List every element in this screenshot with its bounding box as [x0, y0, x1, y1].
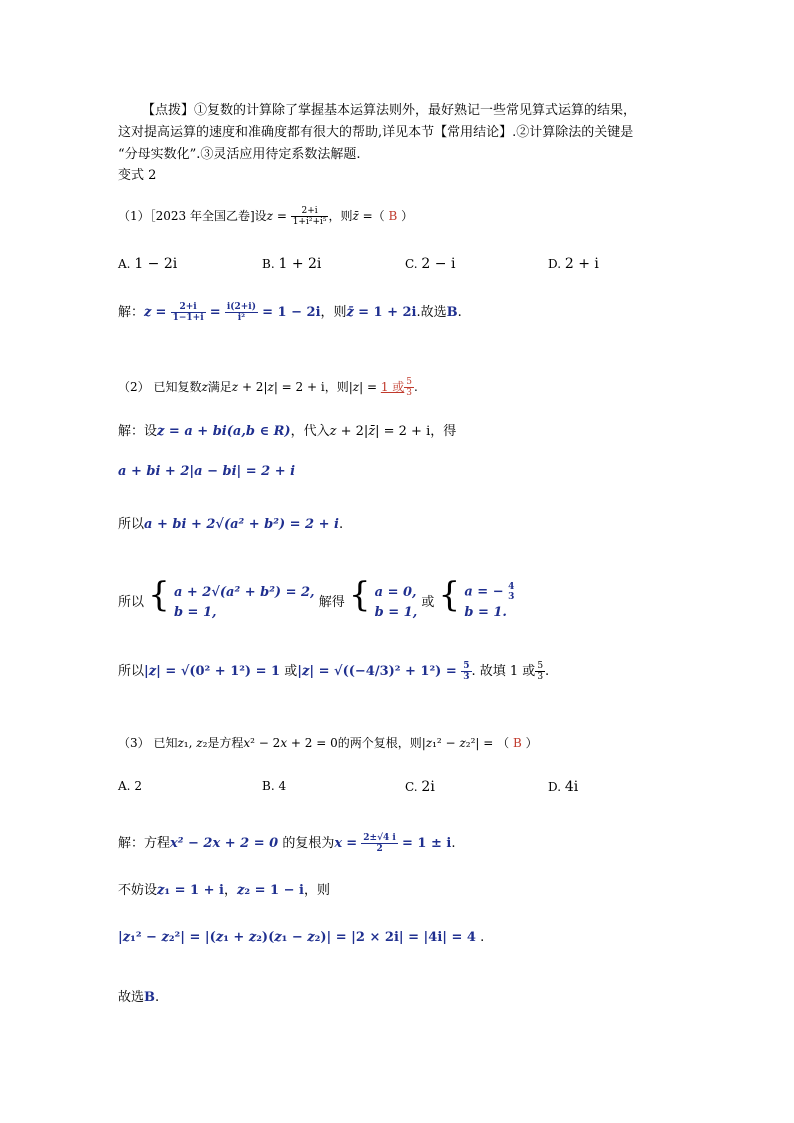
intro-line-3: “分母实数化”.③灵活应用待定系数法解题.: [118, 147, 361, 162]
q1-stem: （1）［2023 年全国乙卷]设z = $\frac{2+i}{\text{1+i²+i⁵}}$ ，则z̄ =（ B ）: [118, 206, 414, 227]
q3-solution-1: 解：方程x² − 2x + 2 = 0 的复根为x = $\frac{2\pm√4 i}{2}$ = 1 ± i.: [118, 833, 456, 854]
q2-answer: 1 或: [380, 380, 405, 394]
intro-line-1: 【点拨】①复数的计算除了掌握基本运算法则外，最好熟记一些常见算式运算的结果，: [142, 103, 637, 118]
q2-solution-4: 所以 { a + 2√(a² + b²) = 2, b = 1, 解得 { a = 0, b = 1, 或 { a = − 4 3 b = 1.: [118, 575, 515, 620]
q1-choice: B: [446, 305, 458, 320]
q1-solution: 解：z = $\frac{2+i}{1-1+i}$ = $\frac{i(2+i)}{\text{i²}}$ = 1 − 2i，则z̄ = 1 + 2i.故选B.: [118, 302, 462, 323]
q3-option-d: D. 4i: [548, 779, 579, 795]
q1-option-d: D. 2 + i: [548, 256, 599, 272]
q1-option-b: B. 1 + 2i: [262, 256, 322, 272]
q3-solution-2: 不妨设z₁ = 1 + i，z₂ = 1 − i，则: [118, 883, 330, 898]
q3-option-c: C. 2i: [405, 779, 435, 795]
q1-label: （1）［2023 年全国乙卷]设: [118, 209, 267, 223]
intro-line-2: 这对提高运算的速度和准确度都有很大的帮助,详见本节【常用结论】.②计算除法的关键是: [118, 125, 634, 140]
q1-tail: ，则: [328, 209, 353, 223]
q1-option-a: A. 1 − 2i: [118, 256, 178, 272]
q2-solution-5: 所以|z| = √(0² + 1²) = 1 或|z| = √((−4/3)² + 1²) = $\frac{5}{3}$ . 故填 1 或 $\frac{5}{3}$ .: [118, 661, 550, 682]
q1-answer: B: [388, 209, 398, 223]
q2-solution-3: 所以a + bi + 2√(a² + b²) = 2 + i.: [118, 517, 344, 532]
q2-solution-2: a + bi + 2|a − bi| = 2 + i: [118, 464, 296, 479]
q3-option-a: A. 2: [118, 779, 142, 793]
q3-answer: B: [512, 736, 522, 750]
q2-stem: （2） 已知复数z满足z + 2|z| = 2 + i，则|z| = 1 或 $\frac{5}{3}$ .: [118, 377, 418, 398]
variant-title: 变式 2: [118, 168, 157, 183]
q1-option-c: C. 2 − i: [405, 256, 456, 272]
q3-final: 故选B.: [118, 990, 160, 1005]
q3-solution-3: |z₁² − z₂²| = |(z₁ + z₂)(z₁ − z₂)| = |2 × 2i| = |4i| = 4 .: [118, 930, 485, 945]
q2-solution-1: 解：设z = a + bi(a,b ∈ R)，代入z + 2|z̄| = 2 + i，得: [118, 424, 457, 439]
q3-stem: （3） 已知z₁, z₂是方程x² − 2x + 2 = 0的两个复根，则|z₁² − z₂²| = （ B ）: [118, 736, 538, 750]
q3-option-b: B. 4: [262, 779, 287, 793]
